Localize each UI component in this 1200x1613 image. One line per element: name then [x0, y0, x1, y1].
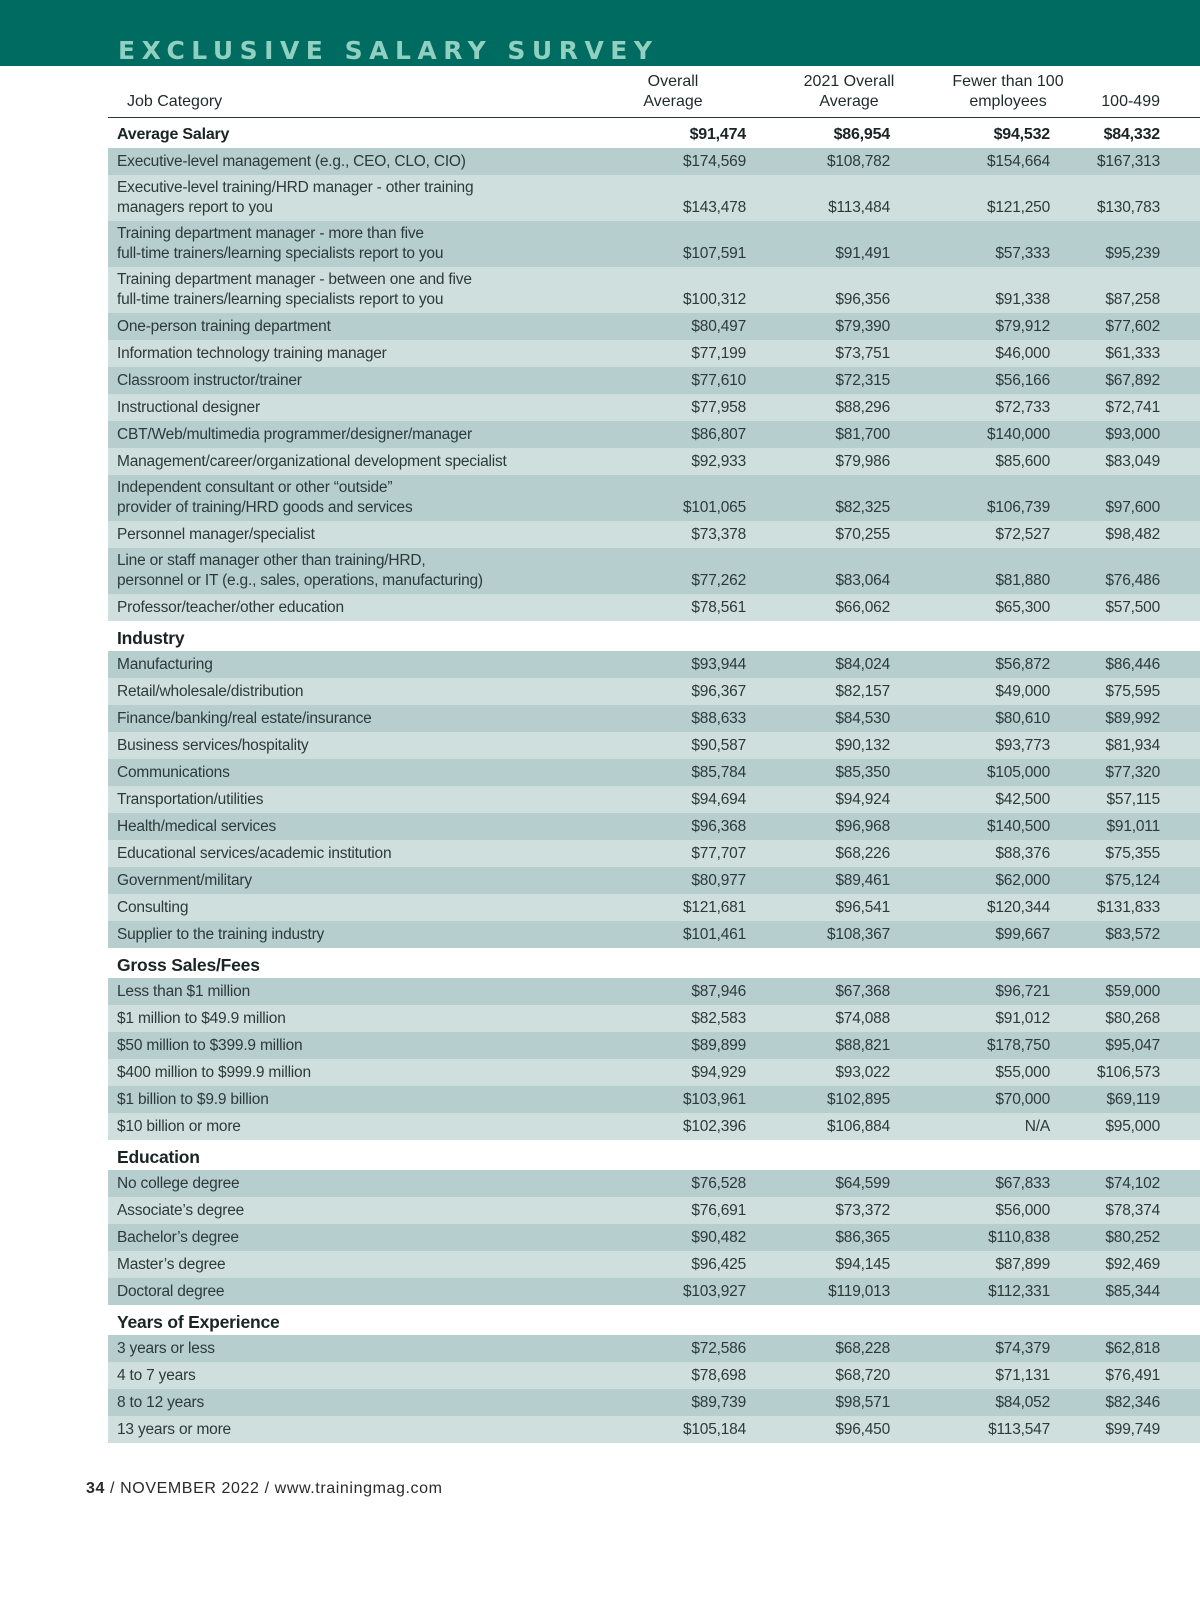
cell-2021: $74,088 [768, 1005, 930, 1032]
cell-2021: $84,530 [768, 705, 930, 732]
cell-fewer-100: $70,000 [930, 1086, 1086, 1113]
header-job-category: Job Category [108, 70, 578, 118]
row-label-line2: full-time trainers/learning specialists report to you [117, 244, 444, 262]
table-row [108, 421, 1200, 448]
cell-2021: $90,132 [768, 732, 930, 759]
header-overall-line1: Overall [647, 73, 699, 90]
row-label: $400 million to $999.9 million [108, 1059, 578, 1086]
table-row [108, 651, 1200, 678]
cell-fewer-100: $71,131 [930, 1362, 1086, 1389]
table-row [108, 1389, 1200, 1416]
row-label [108, 221, 578, 267]
cell-100-499: $87,258 [1086, 267, 1200, 313]
row-label-line1: One-person training department [117, 317, 331, 335]
cell-100-499: $76,486 [1086, 548, 1200, 594]
cell-100-499: $99,749 [1086, 1416, 1200, 1443]
cell-2021: $94,145 [768, 1251, 930, 1278]
cell-2021: $79,390 [768, 313, 930, 340]
row-label: Educational services/academic institution [108, 840, 578, 867]
row-label-line1: Line or staff manager other than training/HRD, [117, 551, 426, 569]
table-row [108, 921, 1200, 948]
cell-2021: $91,491 [768, 221, 930, 267]
cell-100-499: $57,500 [1086, 594, 1200, 621]
cell-fewer-100: $91,338 [930, 267, 1086, 313]
cell-2021: $96,541 [768, 894, 930, 921]
row-label [108, 313, 578, 340]
cell-100-499: $97,600 [1086, 475, 1200, 521]
cell-overall: $121,681 [578, 894, 768, 921]
cell-100-499: $59,000 [1086, 978, 1200, 1005]
cell-100-499: $83,572 [1086, 921, 1200, 948]
section-title: Education [108, 1140, 1200, 1170]
cell-2021: $96,356 [768, 267, 930, 313]
row-label-line1: CBT/Web/multimedia programmer/designer/manager [117, 425, 472, 443]
header-2021-line2: Average [819, 93, 879, 110]
cell-100-499: $80,268 [1086, 1005, 1200, 1032]
cell-overall: $174,569 [578, 148, 768, 175]
cell-fewer-100: $120,344 [930, 894, 1086, 921]
cell-fewer-100: $140,500 [930, 813, 1086, 840]
row-label [108, 394, 578, 421]
row-label: $1 billion to $9.9 billion [108, 1086, 578, 1113]
table-row [108, 678, 1200, 705]
cell-fewer-100: $110,838 [930, 1224, 1086, 1251]
cell-2021: $68,228 [768, 1335, 930, 1362]
table-row [108, 786, 1200, 813]
cell-fewer-100: $55,000 [930, 1059, 1086, 1086]
cell-fewer-100: $56,166 [930, 367, 1086, 394]
row-label [108, 267, 578, 313]
cell-fewer-100: $85,600 [930, 448, 1086, 475]
row-label [108, 448, 578, 475]
table-row [108, 1113, 1200, 1140]
cell-overall: $107,591 [578, 221, 768, 267]
cell-fewer-100: $67,833 [930, 1170, 1086, 1197]
cell-fewer-100: $105,000 [930, 759, 1086, 786]
cell-fewer-100: N/A [930, 1113, 1086, 1140]
table-row [108, 894, 1200, 921]
table-row [108, 1170, 1200, 1197]
row-label-line2: personnel or IT (e.g., sales, operations, manufacturing) [117, 571, 483, 589]
cell-2021: $81,700 [768, 421, 930, 448]
cell-overall: $78,561 [578, 594, 768, 621]
row-label: Business services/hospitality [108, 732, 578, 759]
cell-overall: $93,944 [578, 651, 768, 678]
table-row [108, 1032, 1200, 1059]
cell-2021: $73,372 [768, 1197, 930, 1224]
cell-2021: $70,255 [768, 521, 930, 548]
cell-overall: $80,497 [578, 313, 768, 340]
cell-overall: $82,583 [578, 1005, 768, 1032]
cell-100-499: $69,119 [1086, 1086, 1200, 1113]
cell-2021: $79,986 [768, 448, 930, 475]
cell-100-499: $167,313 [1086, 148, 1200, 175]
cell-2021: $66,062 [768, 594, 930, 621]
cell-overall: $94,929 [578, 1059, 768, 1086]
cell-overall: $143,478 [578, 175, 768, 221]
cell-fewer-100: $112,331 [930, 1278, 1086, 1305]
cell-fewer-100: $96,721 [930, 978, 1086, 1005]
row-label: Transportation/utilities [108, 786, 578, 813]
row-label-line1: Professor/teacher/other education [117, 598, 344, 616]
cell-100-499: $81,934 [1086, 732, 1200, 759]
section-title: Years of Experience [108, 1305, 1200, 1335]
row-label-line1: Executive-level management (e.g., CEO, CLO, CIO) [117, 152, 466, 170]
row-label: Retail/wholesale/distribution [108, 678, 578, 705]
cell-overall: $96,425 [578, 1251, 768, 1278]
cell-overall: $103,927 [578, 1278, 768, 1305]
row-label: Associate’s degree [108, 1197, 578, 1224]
row-label: $50 million to $399.9 million [108, 1032, 578, 1059]
header-2021-average [768, 70, 930, 118]
cell-100-499: $75,124 [1086, 867, 1200, 894]
cell-2021: $119,013 [768, 1278, 930, 1305]
row-label-line1: Instructional designer [117, 398, 260, 416]
cell-fewer-100: $140,000 [930, 421, 1086, 448]
cell-2021: $88,296 [768, 394, 930, 421]
cell-2021: $68,226 [768, 840, 930, 867]
cell-100-499: $83,049 [1086, 448, 1200, 475]
cell-2021: $94,924 [768, 786, 930, 813]
cell-100-499: $85,344 [1086, 1278, 1200, 1305]
table-row [108, 175, 1200, 221]
cell-2021: $72,315 [768, 367, 930, 394]
header-fewer-line2: employees [969, 93, 1047, 110]
table-row [108, 867, 1200, 894]
table-row [108, 394, 1200, 421]
header-2021-line1: 2021 Overall [803, 73, 895, 90]
row-label [108, 148, 578, 175]
cell-fewer-100: $154,664 [930, 148, 1086, 175]
cell-2021: $86,365 [768, 1224, 930, 1251]
row-label [108, 175, 578, 221]
cell-100-499: $82,346 [1086, 1389, 1200, 1416]
table-header-row [108, 70, 1200, 118]
row-label [108, 594, 578, 621]
row-label-line2: provider of training/HRD goods and services [117, 498, 413, 516]
table-row [108, 367, 1200, 394]
footer-issue-text: / NOVEMBER 2022 / www.trainingmag.com [105, 1480, 443, 1497]
row-label: Government/military [108, 867, 578, 894]
table-row [108, 759, 1200, 786]
cell-overall: $92,933 [578, 448, 768, 475]
cell-overall: $77,610 [578, 367, 768, 394]
cell-overall: $89,739 [578, 1389, 768, 1416]
header-100-499: 100-499 [1086, 70, 1200, 118]
cell-100-499: $76,491 [1086, 1362, 1200, 1389]
cell-100-499: $61,333 [1086, 340, 1200, 367]
row-label-line1: Classroom instructor/trainer [117, 371, 302, 389]
cell-fewer-100: $80,610 [930, 705, 1086, 732]
table-row [108, 148, 1200, 175]
cell-overall: $105,184 [578, 1416, 768, 1443]
cell-2021: $85,350 [768, 759, 930, 786]
cell-overall: $76,528 [578, 1170, 768, 1197]
cell-2021: $113,484 [768, 175, 930, 221]
cell-2021: $89,461 [768, 867, 930, 894]
cell-overall: $76,691 [578, 1197, 768, 1224]
table-body [108, 118, 1200, 1443]
table-row [108, 1362, 1200, 1389]
row-label-line2: managers report to you [117, 198, 273, 216]
cell-fewer-100: $106,739 [930, 475, 1086, 521]
cell-2021: $93,022 [768, 1059, 930, 1086]
table-row [108, 1005, 1200, 1032]
row-label: 8 to 12 years [108, 1389, 578, 1416]
row-label: 4 to 7 years [108, 1362, 578, 1389]
row-label: 13 years or more [108, 1416, 578, 1443]
row-label: Health/medical services [108, 813, 578, 840]
row-label-line1: Training department manager - more than five [117, 224, 424, 242]
cell-overall: $87,946 [578, 978, 768, 1005]
table-row [108, 521, 1200, 548]
table-row [108, 313, 1200, 340]
header-fewer-than-100 [930, 70, 1086, 118]
cell-100-499: $62,818 [1086, 1335, 1200, 1362]
section-title: Industry [108, 621, 1200, 651]
cell-2021: $73,751 [768, 340, 930, 367]
cell-100-499: $95,000 [1086, 1113, 1200, 1140]
cell-100-499: $67,892 [1086, 367, 1200, 394]
cell-2021: $88,821 [768, 1032, 930, 1059]
table-row [108, 221, 1200, 267]
cell-fewer-100: $56,872 [930, 651, 1086, 678]
header-overall-line2: Average [643, 93, 703, 110]
row-label [108, 421, 578, 448]
row-label-line1: Independent consultant or other “outside” [117, 478, 393, 496]
row-label [108, 340, 578, 367]
cell-overall: $72,586 [578, 1335, 768, 1362]
table-row [108, 1086, 1200, 1113]
row-label [108, 548, 578, 594]
cell-2021: $84,024 [768, 651, 930, 678]
cell-2021: $106,884 [768, 1113, 930, 1140]
cell-overall: $101,461 [578, 921, 768, 948]
cell-overall: $78,698 [578, 1362, 768, 1389]
section-header-row [108, 621, 1200, 651]
cell-overall: $96,368 [578, 813, 768, 840]
cell-overall: $102,396 [578, 1113, 768, 1140]
row-label: Manufacturing [108, 651, 578, 678]
row-label [108, 367, 578, 394]
cell-fewer-100: $49,000 [930, 678, 1086, 705]
section-header-row [108, 1305, 1200, 1335]
page-footer [86, 1480, 443, 1498]
row-label-line1: Personnel manager/specialist [117, 525, 315, 543]
cell-overall: $88,633 [578, 705, 768, 732]
table-row [108, 1059, 1200, 1086]
cell-2021: $98,571 [768, 1389, 930, 1416]
cell-2021: $96,968 [768, 813, 930, 840]
page-number: 34 [86, 1480, 105, 1497]
cell-fewer-100: $99,667 [930, 921, 1086, 948]
cell-fewer-100: $56,000 [930, 1197, 1086, 1224]
row-label-line2: full-time trainers/learning specialists report to you [117, 290, 444, 308]
cell-fewer-100: $72,733 [930, 394, 1086, 421]
cell-fewer-100: $91,012 [930, 1005, 1086, 1032]
cell-fewer-100: $62,000 [930, 867, 1086, 894]
row-label-line1: Executive-level training/HRD manager - other training [117, 178, 474, 196]
table-row [108, 594, 1200, 621]
cell-overall: $96,367 [578, 678, 768, 705]
row-label-line1: Management/career/organizational development specialist [117, 452, 507, 470]
cell-fewer-100: $65,300 [930, 594, 1086, 621]
cell-100-499: $75,355 [1086, 840, 1200, 867]
cell-2021: $64,599 [768, 1170, 930, 1197]
cell-overall: $77,262 [578, 548, 768, 594]
table-row [108, 840, 1200, 867]
cell-overall: $94,694 [578, 786, 768, 813]
cell-fewer-100: $93,773 [930, 732, 1086, 759]
cell-2021: $108,367 [768, 921, 930, 948]
cell-100-499: $80,252 [1086, 1224, 1200, 1251]
average-salary-100-499: $84,332 [1086, 118, 1200, 148]
section-header-row [108, 1140, 1200, 1170]
cell-2021: $108,782 [768, 148, 930, 175]
table-row [108, 340, 1200, 367]
salary-table [108, 70, 1200, 1443]
cell-overall: $90,587 [578, 732, 768, 759]
row-label: Less than $1 million [108, 978, 578, 1005]
cell-100-499: $75,595 [1086, 678, 1200, 705]
cell-2021: $96,450 [768, 1416, 930, 1443]
cell-2021: $82,157 [768, 678, 930, 705]
row-label: Doctoral degree [108, 1278, 578, 1305]
cell-fewer-100: $57,333 [930, 221, 1086, 267]
row-label: Bachelor’s degree [108, 1224, 578, 1251]
cell-overall: $80,977 [578, 867, 768, 894]
header-fewer-line1: Fewer than 100 [952, 73, 1064, 90]
header-overall-average [578, 70, 768, 118]
cell-fewer-100: $121,250 [930, 175, 1086, 221]
section-header-row [108, 948, 1200, 978]
table-row [108, 1197, 1200, 1224]
cell-fewer-100: $178,750 [930, 1032, 1086, 1059]
cell-overall: $85,784 [578, 759, 768, 786]
row-label [108, 521, 578, 548]
page-title: EXCLUSIVE SALARY SURVEY [118, 36, 659, 65]
average-salary-fewer-100: $94,532 [930, 118, 1086, 148]
row-label: Finance/banking/real estate/insurance [108, 705, 578, 732]
cell-100-499: $57,115 [1086, 786, 1200, 813]
cell-overall: $86,807 [578, 421, 768, 448]
table-row [108, 1251, 1200, 1278]
table-row [108, 1278, 1200, 1305]
cell-100-499: $91,011 [1086, 813, 1200, 840]
cell-overall: $101,065 [578, 475, 768, 521]
average-salary-row [108, 118, 1200, 148]
cell-fewer-100: $81,880 [930, 548, 1086, 594]
row-label: $1 million to $49.9 million [108, 1005, 578, 1032]
average-salary-2021: $86,954 [768, 118, 930, 148]
row-label: 3 years or less [108, 1335, 578, 1362]
table-row [108, 1416, 1200, 1443]
cell-overall: $103,961 [578, 1086, 768, 1113]
row-label [108, 475, 578, 521]
table-row [108, 813, 1200, 840]
table-row [108, 732, 1200, 759]
cell-fewer-100: $84,052 [930, 1389, 1086, 1416]
table-row [108, 1224, 1200, 1251]
row-label: Communications [108, 759, 578, 786]
cell-overall: $77,707 [578, 840, 768, 867]
table-row [108, 548, 1200, 594]
cell-overall: $89,899 [578, 1032, 768, 1059]
table-row [108, 705, 1200, 732]
cell-fewer-100: $87,899 [930, 1251, 1086, 1278]
table-row [108, 448, 1200, 475]
row-label: Master’s degree [108, 1251, 578, 1278]
row-label: $10 billion or more [108, 1113, 578, 1140]
cell-fewer-100: $74,379 [930, 1335, 1086, 1362]
cell-100-499: $106,573 [1086, 1059, 1200, 1086]
cell-100-499: $98,482 [1086, 521, 1200, 548]
cell-fewer-100: $42,500 [930, 786, 1086, 813]
cell-overall: $100,312 [578, 267, 768, 313]
cell-2021: $102,895 [768, 1086, 930, 1113]
cell-fewer-100: $88,376 [930, 840, 1086, 867]
cell-2021: $67,368 [768, 978, 930, 1005]
cell-overall: $90,482 [578, 1224, 768, 1251]
table-row [108, 1335, 1200, 1362]
cell-100-499: $92,469 [1086, 1251, 1200, 1278]
row-label-line1: Information technology training manager [117, 344, 387, 362]
average-salary-overall: $91,474 [578, 118, 768, 148]
cell-2021: $82,325 [768, 475, 930, 521]
cell-100-499: $95,239 [1086, 221, 1200, 267]
row-label-line1: Training department manager - between one and five [117, 270, 472, 288]
cell-fewer-100: $79,912 [930, 313, 1086, 340]
cell-100-499: $77,602 [1086, 313, 1200, 340]
average-salary-label: Average Salary [108, 118, 578, 148]
cell-overall: $77,958 [578, 394, 768, 421]
cell-100-499: $74,102 [1086, 1170, 1200, 1197]
cell-fewer-100: $72,527 [930, 521, 1086, 548]
cell-overall: $77,199 [578, 340, 768, 367]
cell-100-499: $89,992 [1086, 705, 1200, 732]
cell-100-499: $93,000 [1086, 421, 1200, 448]
cell-100-499: $95,047 [1086, 1032, 1200, 1059]
salary-table-container [108, 70, 1200, 1443]
table-row [108, 978, 1200, 1005]
section-title: Gross Sales/Fees [108, 948, 1200, 978]
table-row [108, 267, 1200, 313]
cell-2021: $68,720 [768, 1362, 930, 1389]
header-banner [0, 0, 1200, 66]
row-label: Supplier to the training industry [108, 921, 578, 948]
row-label: Consulting [108, 894, 578, 921]
cell-100-499: $72,741 [1086, 394, 1200, 421]
cell-fewer-100: $113,547 [930, 1416, 1086, 1443]
cell-overall: $73,378 [578, 521, 768, 548]
table-row [108, 475, 1200, 521]
cell-100-499: $130,783 [1086, 175, 1200, 221]
cell-fewer-100: $46,000 [930, 340, 1086, 367]
cell-100-499: $131,833 [1086, 894, 1200, 921]
cell-100-499: $77,320 [1086, 759, 1200, 786]
cell-2021: $83,064 [768, 548, 930, 594]
row-label: No college degree [108, 1170, 578, 1197]
cell-100-499: $86,446 [1086, 651, 1200, 678]
cell-100-499: $78,374 [1086, 1197, 1200, 1224]
